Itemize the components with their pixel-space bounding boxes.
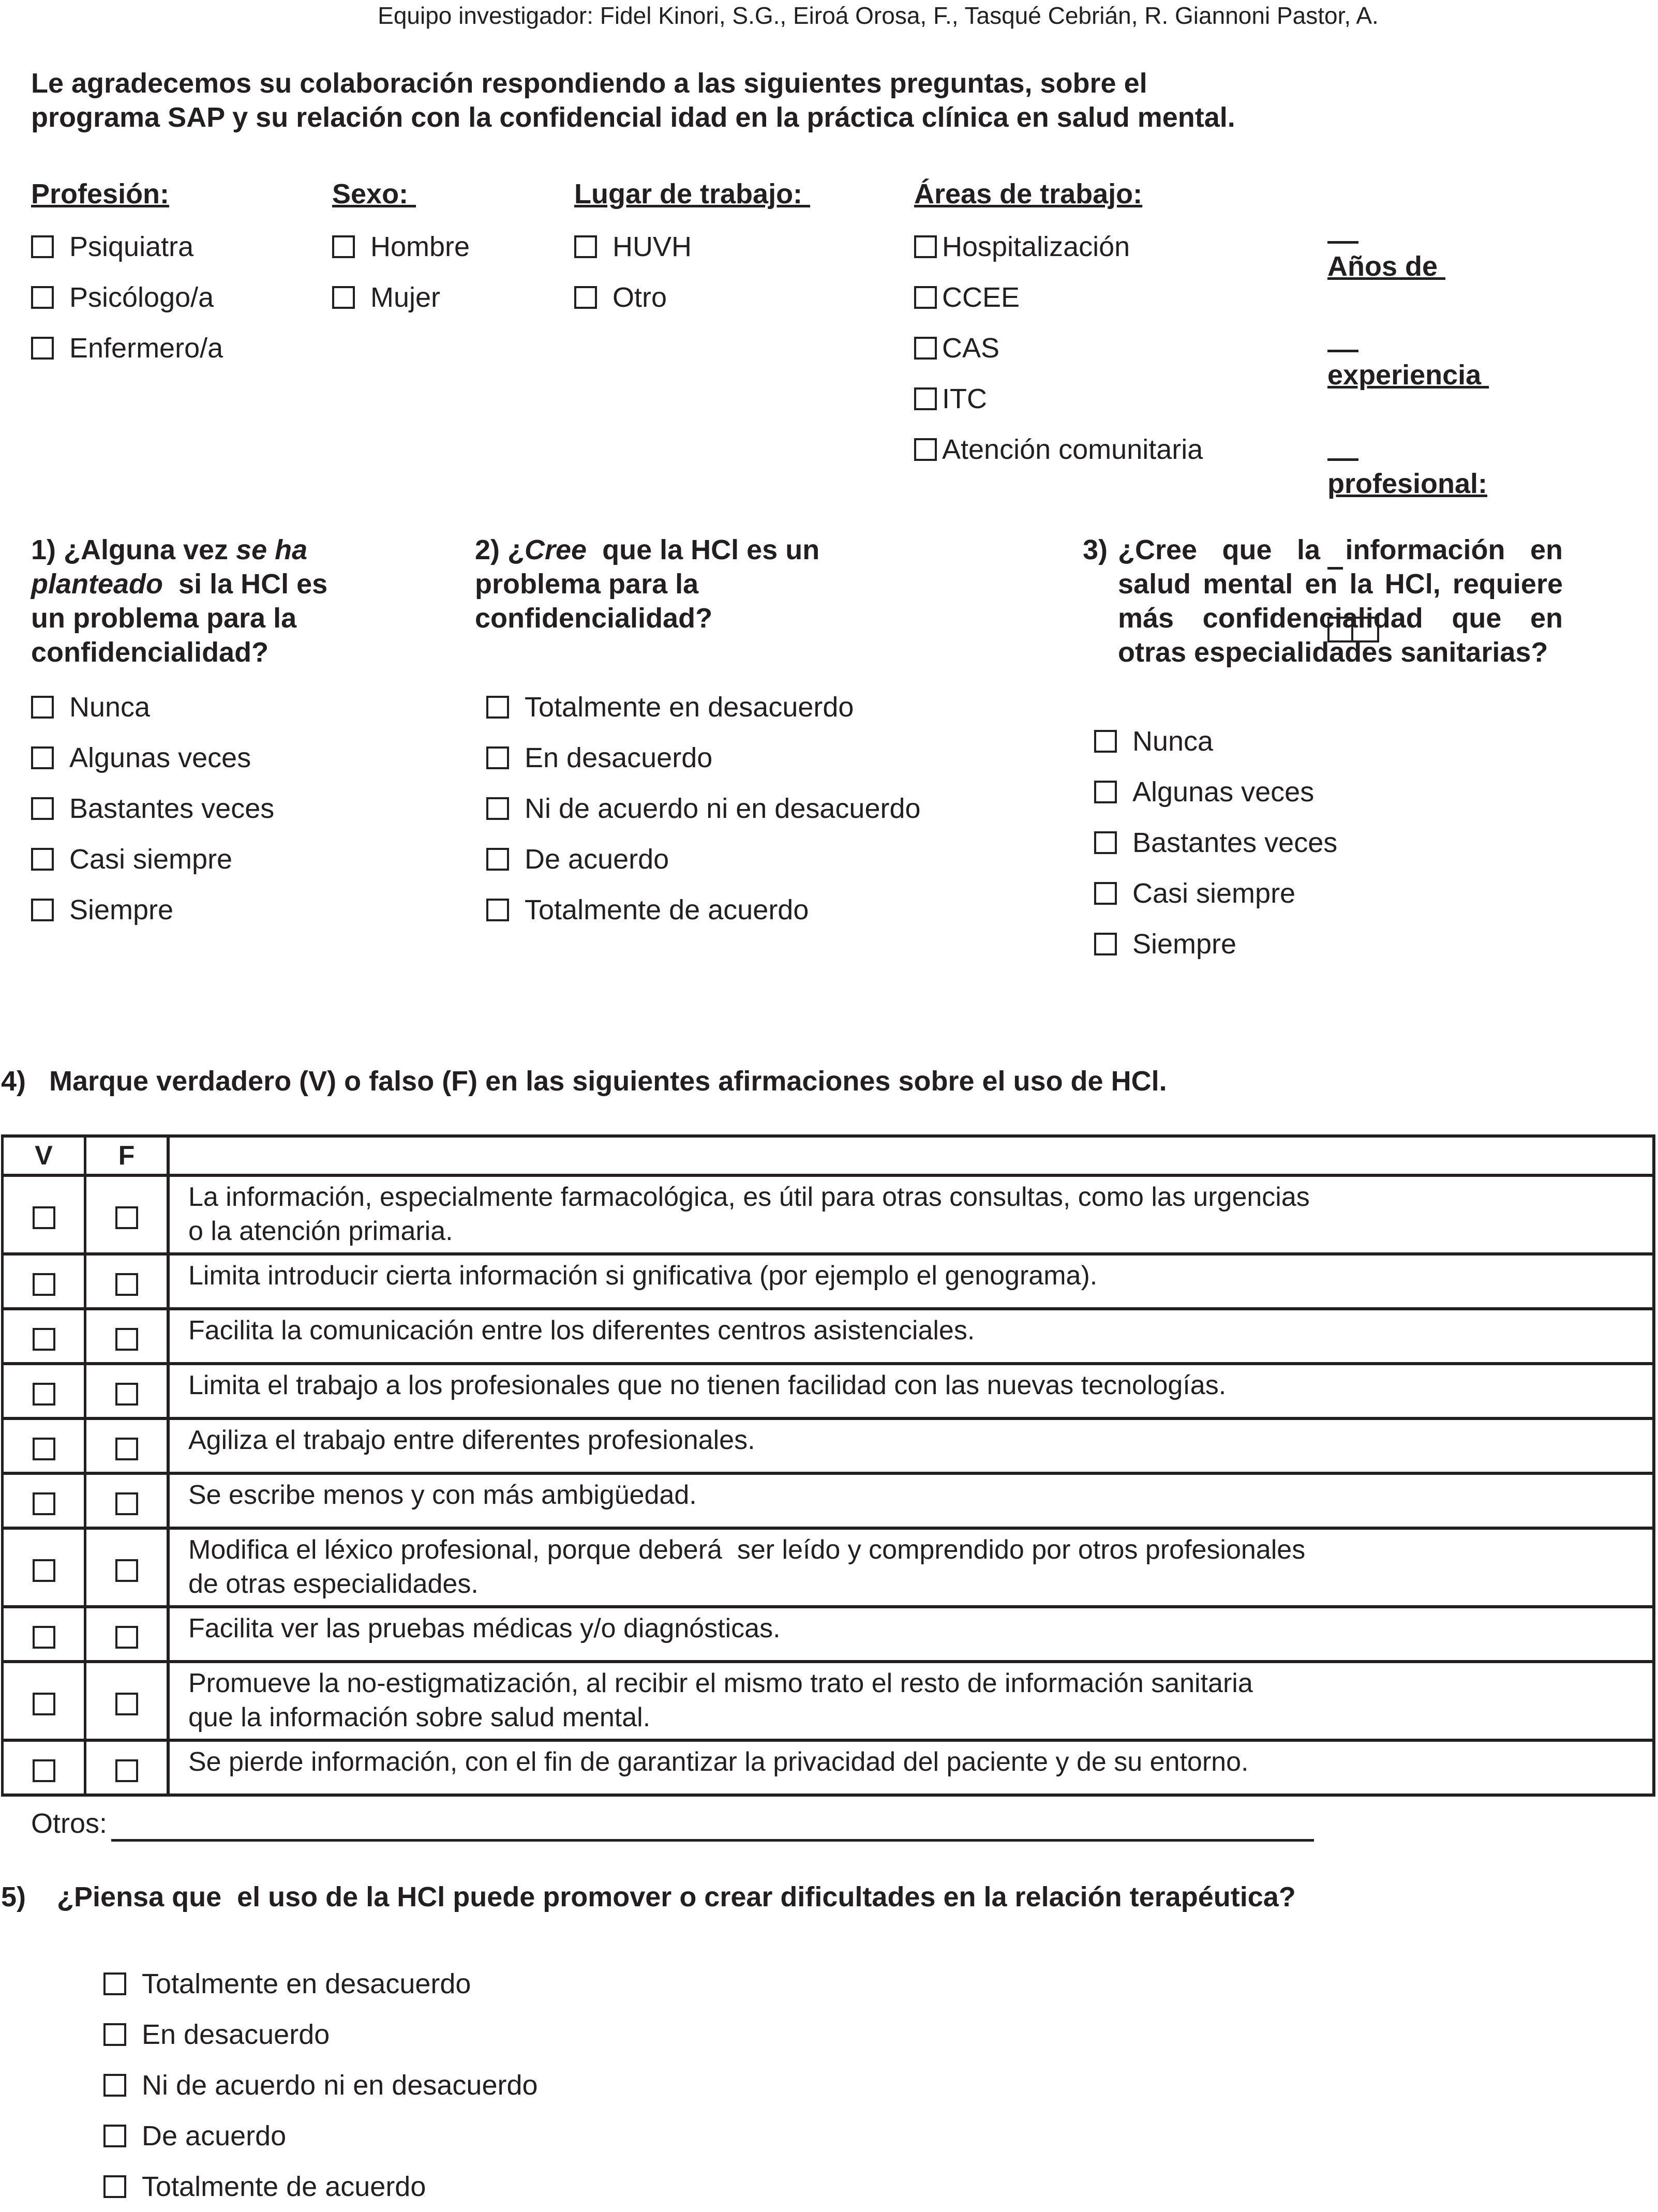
false-checkbox[interactable]	[115, 1559, 138, 1582]
question-3	[1083, 533, 1569, 969]
q3-option-bastantes-veces[interactable]: Bastantes veces	[1094, 817, 1569, 868]
checkbox[interactable]	[486, 746, 509, 769]
areas-trabajo-group	[914, 176, 1203, 475]
table-row	[3, 1607, 1654, 1662]
q1-option-algunas-veces[interactable]: Algunas veces	[31, 733, 362, 783]
false-checkbox[interactable]	[115, 1273, 138, 1296]
false-checkbox[interactable]	[115, 1438, 138, 1460]
statement-text: Limita el trabajo a los profesionales que no tienen facilidad con las nuevas tecnologías.	[168, 1364, 1654, 1418]
q2-option-de-acuerdo[interactable]: De acuerdo	[486, 834, 889, 885]
column-header-v: V	[3, 1136, 85, 1175]
checkbox[interactable]	[1094, 730, 1117, 753]
checkbox[interactable]	[103, 2125, 126, 2147]
sexo-group	[332, 176, 470, 323]
checkbox[interactable]	[103, 1972, 126, 1995]
sexo-heading: Sexo:	[332, 178, 416, 210]
statement-text: Promueve la no-estigmatización, al recibir el mismo trato el resto de información sanitaria que la información sobre salud mental.	[168, 1662, 1654, 1740]
otros-input[interactable]	[111, 1812, 1314, 1842]
area-option-atencion-comunitaria[interactable]: Atención comunitaria	[914, 424, 1203, 475]
research-team-header	[0, 1, 1658, 30]
otros-field-group	[31, 1805, 1314, 1842]
q3-option-nunca[interactable]: Nunca	[1094, 716, 1569, 767]
checkbox[interactable]	[914, 337, 937, 360]
false-checkbox[interactable]	[115, 1693, 138, 1715]
statement-text: Se escribe menos y con más ambigüedad.	[168, 1473, 1654, 1528]
q5-option-totalmente-desacuerdo[interactable]: Totalmente en desacuerdo	[103, 1959, 538, 2009]
q2-option-totalmente-acuerdo[interactable]: Totalmente de acuerdo	[486, 885, 889, 935]
statement-text: Modifica el léxico profesional, porque deberá ser leído y comprendido por otros profesionales de otras especialidades.	[168, 1528, 1654, 1607]
checkbox[interactable]	[332, 235, 355, 258]
column-header-statement	[168, 1136, 1654, 1175]
checkbox[interactable]	[486, 848, 509, 871]
checkbox[interactable]	[31, 899, 54, 921]
true-checkbox[interactable]	[33, 1693, 55, 1715]
question-1-title: 1) ¿Alguna vez se ha planteado si la HCl es un problema para la confidencialidad?	[31, 534, 328, 668]
checkbox[interactable]	[486, 696, 509, 719]
statement-text: La información, especialmente farmacológica, es útil para otras consultas, como las urgencias o la atención primaria.	[168, 1175, 1654, 1254]
lugar-option-huvh[interactable]: HUVH	[574, 221, 810, 272]
table-row	[3, 1528, 1654, 1607]
checkbox[interactable]	[31, 286, 54, 309]
otros-label: Otros:	[31, 1808, 108, 1839]
checkbox[interactable]	[103, 2023, 126, 2046]
profesion-option-enfermero[interactable]: Enfermero/a	[31, 323, 223, 373]
statement-text: Limita introducir cierta información si gnificativa (por ejemplo el genograma).	[168, 1254, 1654, 1309]
question-2	[475, 533, 921, 935]
true-checkbox[interactable]	[33, 1759, 55, 1782]
false-checkbox[interactable]	[115, 1383, 138, 1406]
statement-text: Se pierde información, con el fin de garantizar la privacidad del paciente y de su entorno.	[168, 1740, 1654, 1795]
area-option-cas[interactable]: CAS	[914, 323, 1203, 373]
q2-option-totalmente-desacuerdo[interactable]: Totalmente en desacuerdo	[486, 682, 889, 733]
anos-experiencia-heading: Años de experiencia profesional:	[1327, 251, 1489, 499]
true-checkbox[interactable]	[33, 1273, 55, 1296]
areas-trabajo-heading: Áreas de trabajo:	[914, 178, 1143, 210]
false-checkbox[interactable]	[115, 1626, 138, 1649]
table-row	[3, 1662, 1654, 1740]
intro-text	[31, 66, 1324, 134]
checkbox[interactable]	[914, 438, 937, 461]
checkbox[interactable]	[31, 797, 54, 820]
table-row	[3, 1175, 1654, 1254]
table-row	[3, 1254, 1654, 1309]
intro-line-2: programa SAP y su relación con la confidencial idad en la práctica clínica en salud mental.	[31, 102, 1235, 133]
table-row	[3, 1740, 1654, 1795]
checkbox[interactable]	[31, 746, 54, 769]
question-4-title: 4) Marque verdadero (V) o falso (F) en las siguientes afirmaciones sobre el uso de HCl.	[1, 1066, 1167, 1097]
q2-option-ni-acuerdo-ni-desacuerdo[interactable]: Ni de acuerdo ni en desacuerdo	[486, 783, 889, 834]
checkbox[interactable]	[31, 848, 54, 871]
column-header-f: F	[85, 1136, 169, 1175]
table-row	[3, 1473, 1654, 1528]
true-checkbox[interactable]	[33, 1383, 55, 1406]
false-checkbox[interactable]	[115, 1492, 138, 1515]
statement-text: Agiliza el trabajo entre diferentes profesionales.	[168, 1418, 1654, 1473]
q1-option-siempre[interactable]: Siempre	[31, 885, 362, 935]
intro-line-1: Le agradecemos su colaboración respondiendo a las siguientes preguntas, sobre el	[31, 68, 1147, 99]
true-checkbox[interactable]	[33, 1626, 55, 1649]
checkbox[interactable]	[332, 286, 355, 309]
q5-option-totalmente-acuerdo[interactable]: Totalmente de acuerdo	[103, 2161, 538, 2212]
q5-option-de-acuerdo[interactable]: De acuerdo	[103, 2111, 538, 2161]
checkbox[interactable]	[31, 235, 54, 258]
true-checkbox[interactable]	[33, 1438, 55, 1460]
false-checkbox[interactable]	[115, 1759, 138, 1782]
checkbox[interactable]	[914, 286, 937, 309]
research-team-text: Equipo investigador: Fidel Kinori, S.G., Eiroá Orosa, F., Tasqué Cebrián, R. Giannoni Pastor, A.	[378, 2, 1379, 29]
area-option-hospitalizacion[interactable]: Hospitalización	[914, 221, 1203, 272]
profesion-option-psiquiatra[interactable]: Psiquiatra	[31, 221, 223, 272]
checkbox[interactable]	[1094, 781, 1117, 803]
q3-option-casi-siempre[interactable]: Casi siempre	[1094, 868, 1569, 919]
checkbox[interactable]	[486, 797, 509, 820]
q5-option-en-desacuerdo[interactable]: En desacuerdo	[103, 2009, 538, 2060]
checkbox[interactable]	[914, 235, 937, 258]
question-5-title: 5) ¿Piensa que el uso de la HCl puede promover o crear dificultades en la relación terapéutica?	[1, 1881, 1296, 1912]
false-checkbox[interactable]	[115, 1328, 138, 1351]
table-row	[3, 1364, 1654, 1418]
false-checkbox[interactable]	[115, 1206, 138, 1229]
q2-option-en-desacuerdo[interactable]: En desacuerdo	[486, 733, 889, 783]
sexo-option-mujer[interactable]: Mujer	[332, 272, 470, 323]
true-checkbox[interactable]	[33, 1206, 55, 1229]
q3-option-siempre[interactable]: Siempre	[1094, 919, 1569, 969]
checkbox[interactable]	[1094, 933, 1117, 955]
question-3-title: 3) ¿Cree que la información en salud mental en la HCl, requiere más confidencialidad que en otras especialidades sanitarias?	[1083, 534, 1563, 668]
checkbox[interactable]	[1094, 882, 1117, 905]
table-row	[3, 1309, 1654, 1364]
q5-option-ni-acuerdo-ni-desacuerdo[interactable]: Ni de acuerdo ni en desacuerdo	[103, 2060, 538, 2111]
statement-text: Facilita ver las pruebas médicas y/o diagnósticas.	[168, 1607, 1654, 1662]
checkbox[interactable]	[486, 899, 509, 921]
area-option-ccee[interactable]: CCEE	[914, 272, 1203, 323]
sexo-option-hombre[interactable]: Hombre	[332, 221, 470, 272]
lugar-trabajo-group	[574, 176, 810, 323]
checkbox[interactable]	[31, 696, 54, 719]
true-false-table	[1, 1134, 1655, 1797]
checkbox[interactable]	[574, 235, 597, 258]
q1-option-casi-siempre[interactable]: Casi siempre	[31, 834, 362, 885]
table-row	[3, 1418, 1654, 1473]
profesion-group	[31, 176, 223, 373]
checkbox[interactable]	[574, 286, 597, 309]
true-checkbox[interactable]	[33, 1559, 55, 1582]
statement-text: Facilita la comunicación entre los diferentes centros asistenciales.	[168, 1309, 1654, 1364]
q1-option-bastantes-veces[interactable]: Bastantes veces	[31, 783, 362, 834]
checkbox[interactable]	[1094, 831, 1117, 854]
true-checkbox[interactable]	[33, 1492, 55, 1515]
area-option-itc[interactable]: ITC	[914, 373, 1203, 424]
q3-option-algunas-veces[interactable]: Algunas veces	[1094, 767, 1569, 817]
checkbox[interactable]	[103, 2175, 126, 2198]
checkbox[interactable]	[103, 2074, 126, 2097]
checkbox[interactable]	[31, 337, 54, 360]
q1-option-nunca[interactable]: Nunca	[31, 682, 362, 733]
lugar-trabajo-heading: Lugar de trabajo:	[574, 178, 811, 210]
table-header-row	[3, 1136, 1654, 1175]
profesion-option-psicologo[interactable]: Psicólogo/a	[31, 272, 223, 323]
lugar-option-otro[interactable]: Otro	[574, 272, 810, 323]
true-checkbox[interactable]	[33, 1328, 55, 1351]
checkbox[interactable]	[914, 387, 937, 410]
question-5-options	[103, 1959, 538, 2212]
question-2-title: 2) ¿Cree que la HCl es un problema para la confidencialidad?	[475, 534, 820, 634]
question-1	[31, 533, 362, 935]
profesion-heading: Profesión:	[31, 178, 170, 210]
